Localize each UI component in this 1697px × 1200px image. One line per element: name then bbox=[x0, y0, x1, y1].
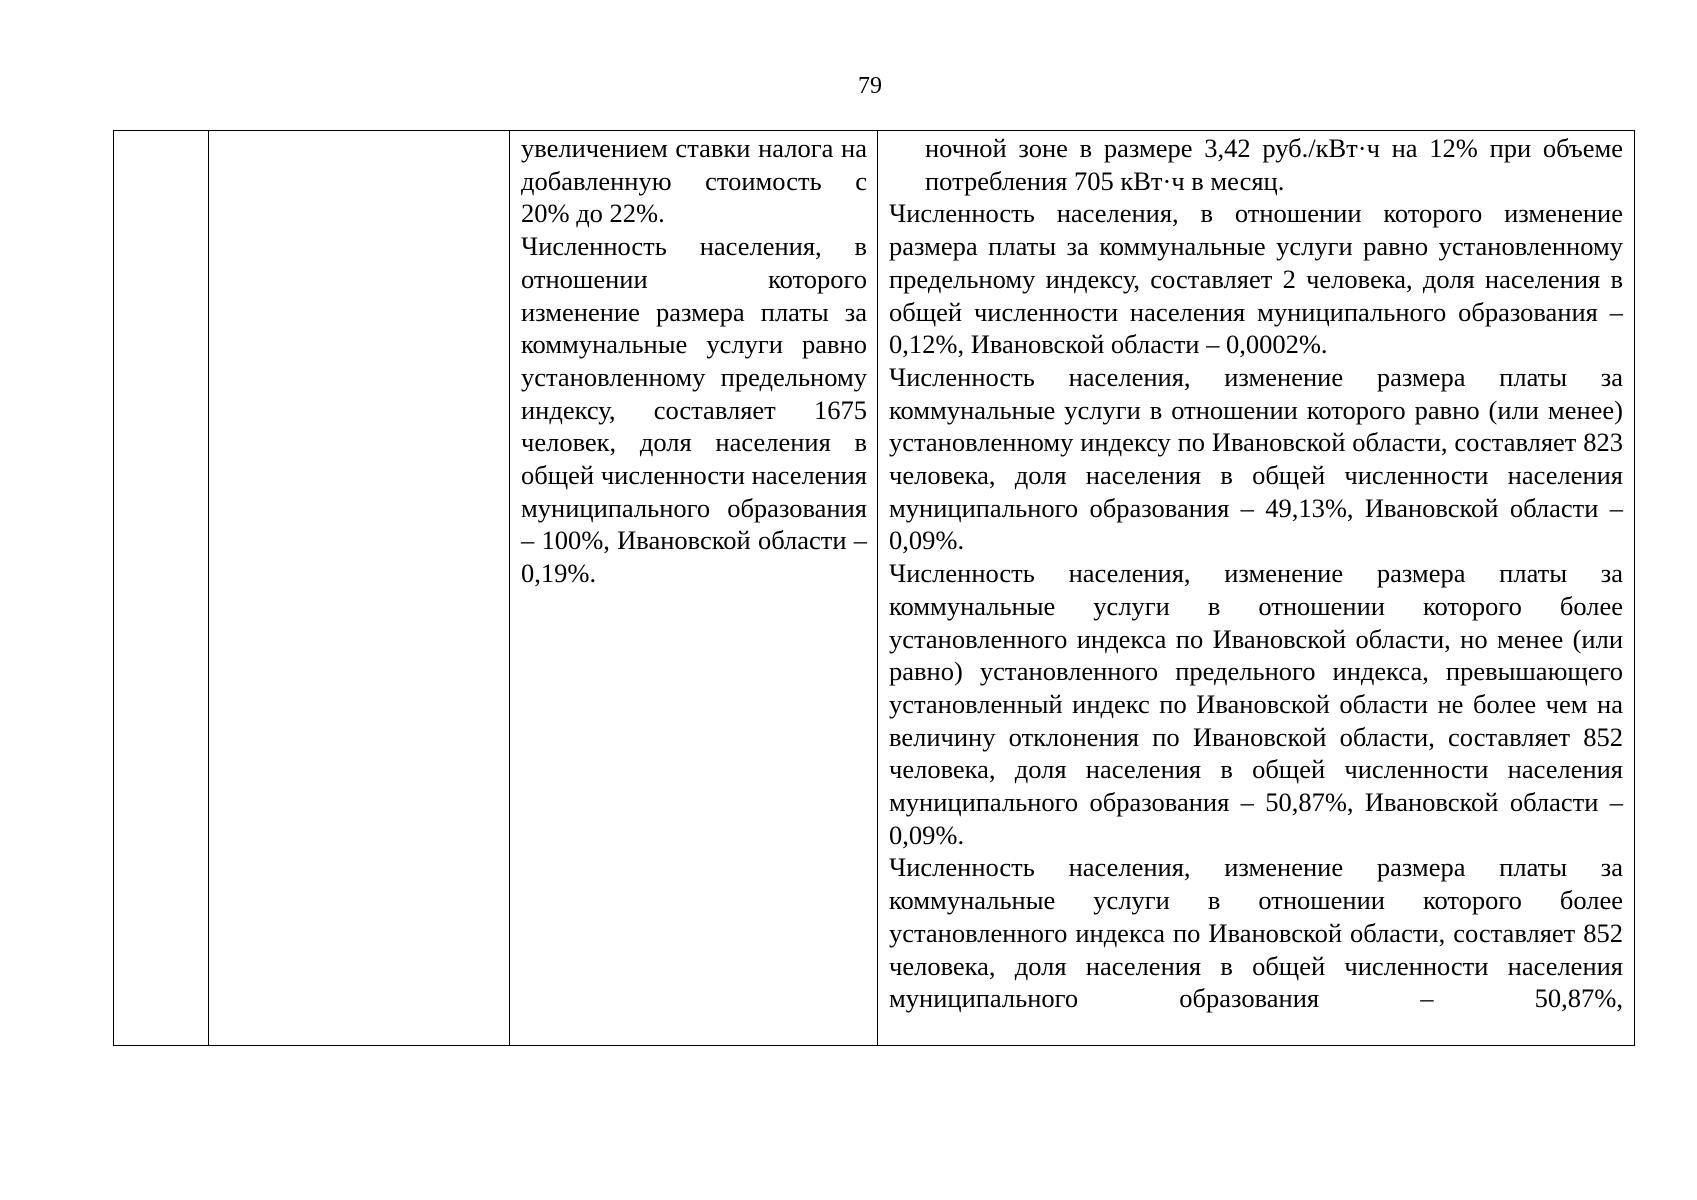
cell-justification-text bbox=[510, 131, 877, 590]
paragraph: ночной зоне в размере 3,42 руб./кВт·ч на 12% при объеме потребления 705 кВт·ч в месяц. bbox=[925, 133, 1623, 196]
paragraph: увеличением ставки налога на добавленную стоимость с 20% до 22%. bbox=[521, 133, 867, 229]
table-row bbox=[114, 131, 1635, 1046]
table-cell-name bbox=[209, 131, 510, 1046]
paragraph: Численность населения, в отношении которого изменение размера платы за коммунальные услуги равно установленному предельному индексу, составляет 2 человека, доля населения в общей численности населения муниципального образования – 0,12%, Ивановской области – 0,0002%. bbox=[889, 198, 1623, 360]
table-cell-justification bbox=[510, 131, 878, 1046]
paragraph: Численность населения, изменение размера платы за коммунальные услуги в отношении которого более установленного индекса по Ивановской области, составляет 852 человека, доля населения в общей численности населения муниципального образования – 50,87%, bbox=[889, 852, 1623, 1014]
paragraph: Численность населения, изменение размера платы за коммунальные услуги в отношении которого равно (или менее) установленному индексу по Ивановской области, составляет 823 человека, доля населения в общей численности населения муниципального образования – 49,13%, Ивановской области – 0,09%. bbox=[889, 361, 1623, 556]
paragraph: Численность населения, изменение размера платы за коммунальные услуги в отношении которого более установленного индекса по Ивановской области, но менее (или равно) установленного предельного индекса, превышающего установленный индекс по Ивановской области не более чем на величину отклонения по Ивановской области, составляет 852 человека, доля населения в общей численности населения муниципального образования – 50,87%, Ивановской области – 0,09%. bbox=[889, 558, 1623, 850]
cell-details-text bbox=[878, 131, 1634, 1015]
document-table bbox=[113, 130, 1635, 1046]
paragraph: Численность населения, в отношении которого изменение размера платы за коммунальные услуги равно установленному предельному индексу, составляет 1675 человек, доля населения в общей численности населения муниципального образования – 100%, Ивановской области – 0,19%. bbox=[521, 231, 867, 589]
page-number: 79 bbox=[858, 73, 882, 99]
table-cell-details bbox=[878, 131, 1635, 1046]
table-cell-number bbox=[114, 131, 209, 1046]
